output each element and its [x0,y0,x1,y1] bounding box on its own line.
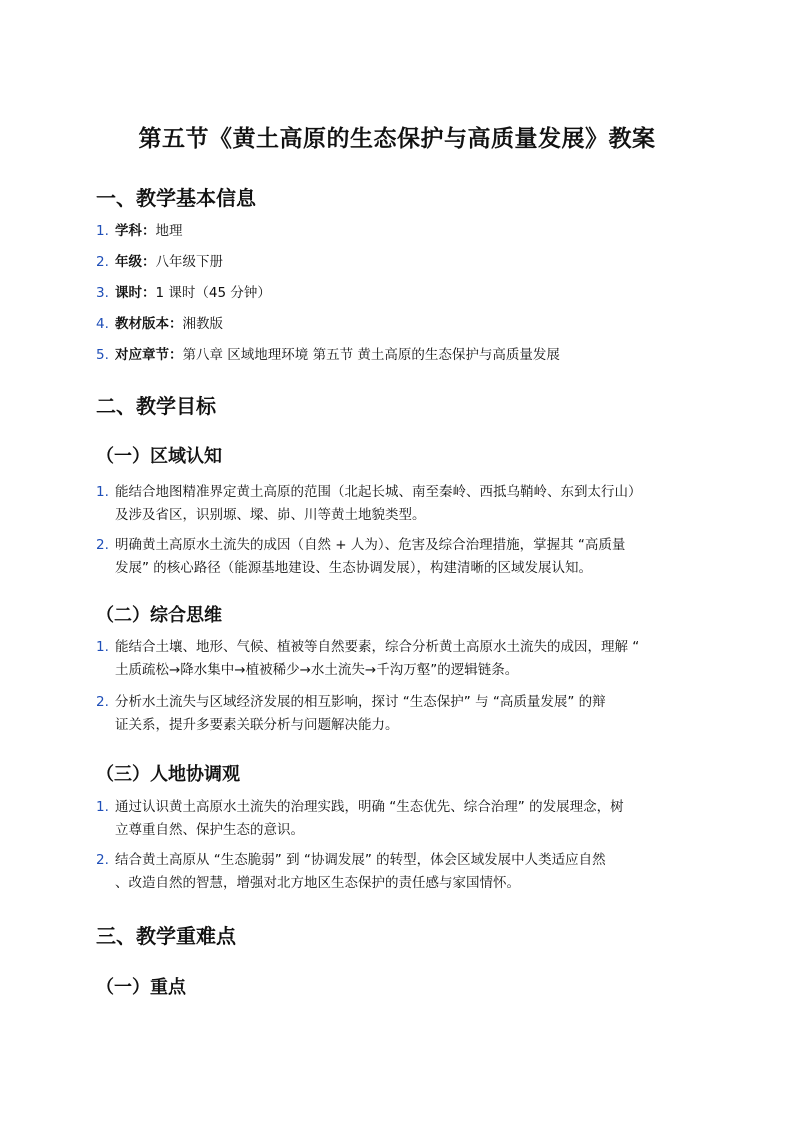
list-number: 3. [96,285,109,301]
list-number: 2. [96,537,109,553]
list-item [96,313,700,336]
item-text-line: 通过认识黄土高原水土流失的治理实践，明确 “生态优先、综合治理” 的发展理念，树 [115,799,624,815]
list-item [96,344,700,367]
item-value: 第八章 区域地理环境 第五节 黄土高原的生态保护与高质量发展 [182,347,560,363]
section-heading-key-points: 三、教学重难点 [96,924,236,948]
list-item [96,691,700,737]
item-text-line: 、改造自然的智慧，增强对北方地区生态保护的责任感与家国情怀。 [115,875,520,891]
list-item [96,220,700,243]
item-text-line: 立尊重自然、保护生态的意识。 [115,822,304,838]
list-number: 2. [96,254,109,270]
item-label: 学科： [115,223,156,239]
list-number: 2. [96,852,109,868]
list-item [96,481,700,527]
document-title: 第五节《黄土高原的生态保护与高质量发展》教案 [138,126,656,152]
section-heading-objectives: 二、教学目标 [96,394,216,418]
section-heading-basic-info: 一、教学基本信息 [96,186,256,210]
list-number: 1. [96,639,109,655]
item-text-line: 土质疏松→降水集中→植被稀少→水土流失→千沟万壑”的逻辑链条。 [115,662,519,678]
item-value: 地理 [155,223,183,239]
list-item [96,636,700,682]
item-text-line: 明确黄土高原水土流失的成因（自然 + 人为）、危害及综合治理措施，掌握其 “高质量 [115,537,626,553]
item-label: 年级： [115,254,156,270]
list-number: 1. [96,223,109,239]
item-value: 八年级下册 [155,254,223,270]
list-number: 1. [96,484,109,500]
item-text-line: 能结合地图精准界定黄土高原的范围（北起长城、南至秦岭、西抵乌鞘岭、东到太行山） [115,484,642,500]
subsection-heading: （三）人地协调观 [96,764,240,785]
list-item [96,849,700,895]
subsection-heading: （二）综合思维 [96,605,222,626]
item-value: 湘教版 [182,316,223,332]
list-number: 5. [96,347,109,363]
item-text-line: 结合黄土高原从 “生态脆弱” 到 “协调发展” 的转型，体会区域发展中人类适应自然 [115,852,606,868]
item-text-line: 证关系，提升多要素关联分析与问题解决能力。 [115,717,399,733]
list-item [96,251,700,274]
item-text-line: 分析水土流失与区域经济发展的相互影响，探讨 “生态保护” 与 “高质量发展” 的辩 [115,694,606,710]
item-value: 1 课时（45 分钟） [155,285,271,301]
list-item [96,282,700,305]
item-label: 对应章节： [115,347,183,363]
item-label: 教材版本： [115,316,183,332]
subsection-heading: （一）重点 [96,977,186,998]
list-number: 1. [96,799,109,815]
item-label: 课时： [115,285,156,301]
list-item [96,534,700,580]
list-number: 4. [96,316,109,332]
list-number: 2. [96,694,109,710]
subsection-heading: （一）区域认知 [96,446,222,467]
list-item [96,796,700,842]
item-text-line: 发展” 的核心路径（能源基地建设、生态协调发展），构建清晰的区域发展认知。 [115,560,593,576]
item-text-line: 及涉及省区，识别塬、墚、峁、川等黄土地貌类型。 [115,507,426,523]
item-text-line: 能结合土壤、地形、气候、植被等自然要素，综合分析黄土高原水土流失的成因，理解 “ [115,639,640,655]
